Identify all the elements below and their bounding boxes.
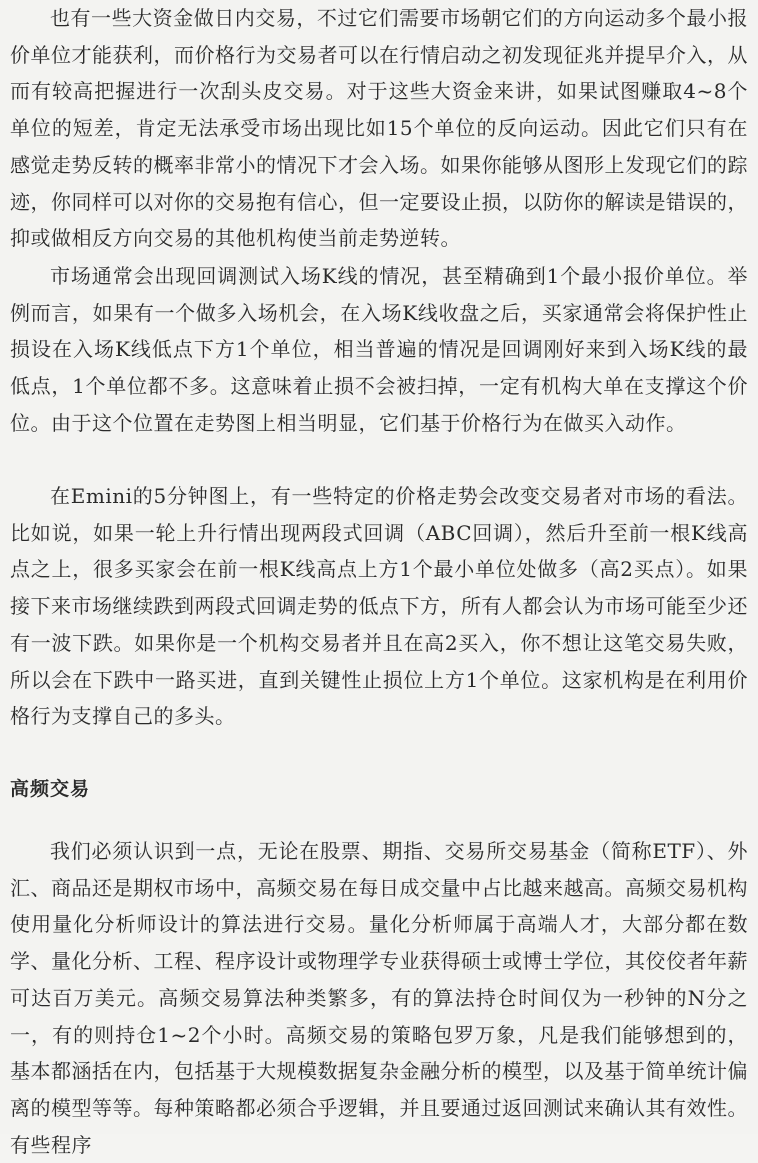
paragraph-4: 我们必须认识到一点，无论在股票、期指、交易所交易基金（简称ETF）、外汇、商品还是期权市场中，高频交易在每日成交量中占比越来越高。高频交易机构使用量化分析师设计的算法进行交易。量化分析师属于高端人才，大部分都在数学、量化分析、工程、程序设计或物理学专业获得硕士或博士学位，其佼佼者年薪可达百万美元。高频交易算法种类繁多，有的算法持仓时间仅为一秒钟的N分之一，有的则持仓1~2个小时。高频交易的策略包罗万象，凡是我们能够想到的，基本都涵括在内，包括基于大规模数据复杂金融分析的模型，以及基于简单统计偏离的模型等等。每种策略都必须合乎逻辑，并且要通过返回测试来确认其有效性。有些程序 (10, 839, 748, 1157)
paragraph-2: 市场通常会出现回调测试入场K线的情况，甚至精确到1个最小报价单位。举例而言，如果有一个做多入场机会，在入场K线收盘之后，买家通常会将保护性止损设在入场K线低点下方1个单位，相当普遍的情况是回调刚好来到入场K线的最低点，1个单位都不多。这意味着止损不会被扫掉，一定有机构大单在支撑这个价位。由于这个位置在走势图上相当明显，它们基于价格行为在做买入动作。 (10, 264, 748, 435)
paragraph-3: 在Emini的5分钟图上，有一些特定的价格走势会改变交易者对市场的看法。比如说，如果一轮上升行情出现两段式回调（ABC回调），然后升至前一根K线高点之上，很多买家会在前一根K线高点上方1个最小单位处做多（高2买点）。如果接下来市场继续跌到两段式回调走势的低点下方，所有人都会认为市场可能至少还有一波下跌。如果你是一个机构交易者并且在高2买入，你不想让这笔交易失败，所以会在下跌中一路买进，直到关键性止损位上方1个单位。这家机构是在利用价格行为支撑自己的多头。 (10, 484, 748, 729)
paragraph-1: 也有一些大资金做日内交易，不过它们需要市场朝它们的方向运动多个最小报价单位才能获利，而价格行为交易者可以在行情启动之初发现征兆并提早介入，从而有较高把握进行一次刮头皮交易。对于这些大资金来讲，如果试图赚取4~8个单位的短差，肯定无法承受市场出现比如15个单位的反向运动。因此它们只有在感觉走势反转的概率非常小的情况下才会入场。如果你能够从图形上发现它们的踪迹，你同样可以对你的交易抱有信心，但一定要设止损，以防你的解读是错误的，抑或做相反方向交易的其他机构使当前走势逆转。 (10, 6, 748, 251)
section-heading: 高频交易 (10, 778, 91, 800)
